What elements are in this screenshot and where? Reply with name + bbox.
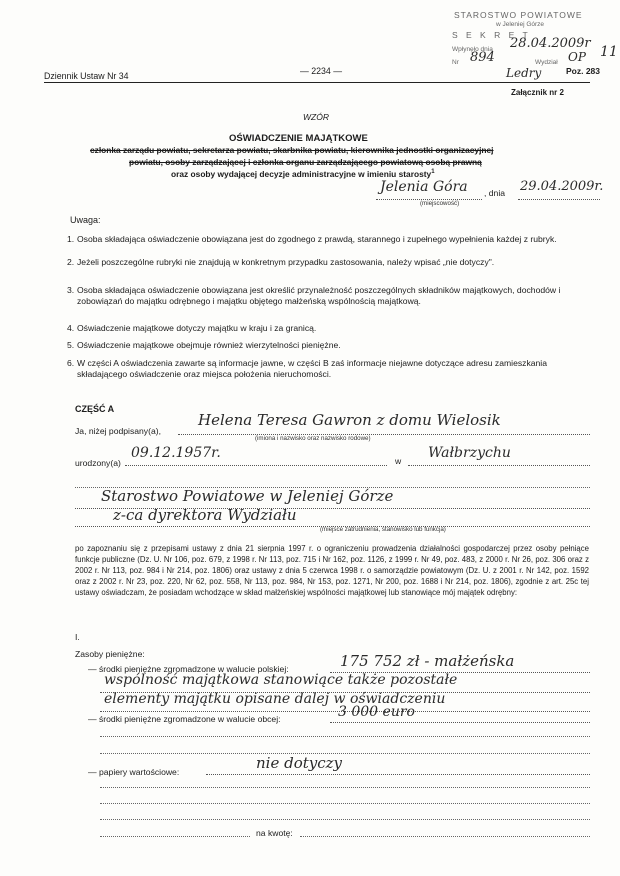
papiery-blank-line-3 xyxy=(100,819,590,820)
uwaga-item-text: Osoba składająca oświadczenie obowiązana jest określić przynależność poszczególnych składników majątkowych, dochodów i zobowiązań do majątku odrębnego i majątku objętego małżeńską wspólnością majątkową. xyxy=(77,285,561,306)
uwaga-item-number: 1. xyxy=(67,234,75,244)
pln-value-3: elementy majątku opisane dalej w oświadczeniu xyxy=(104,691,446,707)
section-roman: I. xyxy=(75,632,80,642)
stamp-nr-label: Nr xyxy=(452,59,459,66)
title-struck-line2: powiatu, osoby zarządzającej i członka organu zarządzającego powiatową osobą prawną xyxy=(129,157,482,167)
uwaga-item-text: Osoba składająca oświadczenie obowiązana jest do zgodnego z prawdą, starannego i zupełnego wypełnienia każdej z rubryk. xyxy=(77,234,557,244)
obca-value: 3 000 euro xyxy=(338,704,415,720)
journal-position: Poz. 283 xyxy=(566,66,601,76)
kwota-field xyxy=(300,836,590,837)
uwaga-item-number: 6. xyxy=(67,358,75,368)
work-value-2: z-ca dyrektora Wydziału xyxy=(113,506,297,524)
pln-value-2: wspólność majątkowa stanowiące także pozostałe xyxy=(104,672,458,688)
place-field xyxy=(376,179,482,200)
birth-date-value: 09.12.1957r. xyxy=(131,445,221,461)
uwaga-item-text: Oświadczenie majątkowe obejmuje również wierzytelności pieniężne. xyxy=(77,340,341,350)
uwaga-item-number: 5. xyxy=(67,340,75,350)
uwaga-heading: Uwaga: xyxy=(70,215,101,225)
uwaga-item-6 xyxy=(67,358,583,379)
obca-blank-line-1 xyxy=(100,736,590,737)
kwota-label: na kwotę: xyxy=(256,828,293,838)
uwaga-item-4 xyxy=(67,323,583,334)
obca-field xyxy=(330,704,590,723)
obca-blank-line-2 xyxy=(100,753,590,754)
legal-text: po zapoznaniu się z przepisami ustawy z dnia 21 sierpnia 1997 r. o ograniczeniu prowadzenia działalności gospodarczej przez osoby pełniące funkcje publiczne (Dz. U. Nr 106, poz. 679, z 1998 r. Nr 113, poz. 715 i Nr 162, poz. 1126, z 1999 r. Nr 49, poz. 483, z 2000 r. Nr 26, poz. 306 oraz z 2002 r. Nr 113, poz. 984 i Nr 214, poz. 1806) oraz ustawy z dnia 5 czerwca 1998 r. o samorządzie powiatowym (Dz. U. z 2001 r. Nr 142, poz. 1592 oraz z 2002 r. Nr 23, poz. 220, Nr 62, poz. 558, Nr 113, poz. 984, Nr 153, poz. 1271, Nr 200, poz. 1688 i Nr 214, poz. 1806), zgodnie z art. 25c tej ustawy oświadczam, że posiadam wchodzące w skład małżeńskiej wspólności majątkowej lub stanowiące mój majątek odrębny: xyxy=(75,544,589,597)
name-field xyxy=(178,411,590,435)
uwaga-item-1 xyxy=(67,234,583,245)
birth-place-field xyxy=(408,445,590,466)
papiery-blank-line-2 xyxy=(100,803,590,804)
uwaga-item-number: 2. xyxy=(67,257,75,267)
stamp-wplynelo-value: 28.04.2009r xyxy=(510,36,591,51)
document-title: OŚWIADCZENIE MAJĄTKOWE xyxy=(229,133,368,144)
papiery-value: nie dotyczy xyxy=(256,754,343,772)
czesc-a-heading: CZĘŚĆ A xyxy=(75,404,115,414)
name-caption: (imiona i nazwisko oraz nazwisko rodowe) xyxy=(255,435,371,442)
pln-value: 175 752 zł - małżeńska xyxy=(340,652,515,670)
work-caption: (miejsce zatrudnienia, stanowisko lub funkcja) xyxy=(320,526,446,533)
work-field-2 xyxy=(75,506,590,527)
journal-name: Dziennik Ustaw Nr 34 xyxy=(44,71,129,81)
work-value-1: Starostwo Powiatowe w Jeleniej Górze xyxy=(101,487,394,505)
birth-place-value: Wałbrzychu xyxy=(428,445,511,461)
uwaga-item-text: Jeżeli poszczególne rubryki nie znajdują w konkretnym przypadku zastosowania, należy wpisać „nie dotyczy". xyxy=(77,257,495,267)
stamp-line1: STAROSTWO POWIATOWE xyxy=(454,10,583,20)
date-field xyxy=(518,179,604,200)
stamp-nr-value: 894 xyxy=(470,50,495,65)
date-value: 29.04.2009r. xyxy=(520,179,604,194)
footnote-marker: 1 xyxy=(431,169,435,176)
stamp-line2: w Jeleniej Górze xyxy=(496,21,545,28)
pln-field xyxy=(330,652,590,673)
birth-date-field xyxy=(125,445,387,466)
obca-label: — środki pieniężne zgromadzone w walucie obcej: xyxy=(88,714,281,724)
dnia-label: , dnia xyxy=(484,188,506,198)
papiery-label: — papiery wartościowe: xyxy=(88,767,180,777)
stamp-wydzial-value: OP xyxy=(568,50,586,64)
uwaga-item-3 xyxy=(67,285,583,306)
header-rule xyxy=(44,82,590,83)
journal-page: — 2234 — xyxy=(300,66,343,76)
title-wzor: WZÓR xyxy=(303,112,329,122)
stamp-signature: Ledry xyxy=(506,66,542,80)
papiery-field xyxy=(206,754,590,775)
uwaga-item-2 xyxy=(67,257,583,268)
zasoby-label: Zasoby pieniężne: xyxy=(75,649,145,659)
papiery-blank-line-1 xyxy=(100,787,590,788)
pln-label: — środki pieniężne zgromadzone w walucie polskiej: xyxy=(88,664,289,674)
stamp-extra: 11 xyxy=(600,44,618,60)
stamp-wplynelo-label: Wpłynęło dnia xyxy=(452,46,493,53)
uwaga-item-number: 3. xyxy=(67,285,75,295)
uwaga-item-text: Oświadczenie majątkowe dotyczy majątku w kraju i za granicą. xyxy=(77,323,317,333)
kwota-blank-line-left xyxy=(100,836,250,837)
place-value: Jelenia Góra xyxy=(380,179,468,195)
stamp-line3: S E K R E T xyxy=(452,30,531,40)
uwaga-item-text: W części A oświadczenia zawarte są informacje jawne, w części B zaś informacje niejawne dotyczące adresu zamieszkania składającego oświadczenie oraz miejsca położenia nieruchomości. xyxy=(77,358,547,379)
title-rest xyxy=(171,169,435,180)
attachment-label: Załącznik nr 2 xyxy=(511,88,564,97)
title-rest-text: oraz osoby wydającej decyzje administracyjne w imieniu starosty xyxy=(171,169,432,179)
name-value: Helena Teresa Gawron z domu Wielosik xyxy=(198,411,501,429)
w-label: w xyxy=(395,456,402,466)
stamp-wydzial-label: Wydział xyxy=(535,59,558,66)
urodzony-label: urodzony(a) xyxy=(75,458,121,468)
ja-label: Ja, niżej podpisany(a), xyxy=(75,426,161,436)
title-struck-line1: członka zarządu powiatu, sekretarza powiatu, skarbnika powiatu, kierownika jednostki organizacyjnej xyxy=(90,145,494,155)
uwaga-item-number: 4. xyxy=(67,323,75,333)
uwaga-item-5 xyxy=(67,340,583,351)
place-caption: (miejscowość) xyxy=(420,200,460,207)
